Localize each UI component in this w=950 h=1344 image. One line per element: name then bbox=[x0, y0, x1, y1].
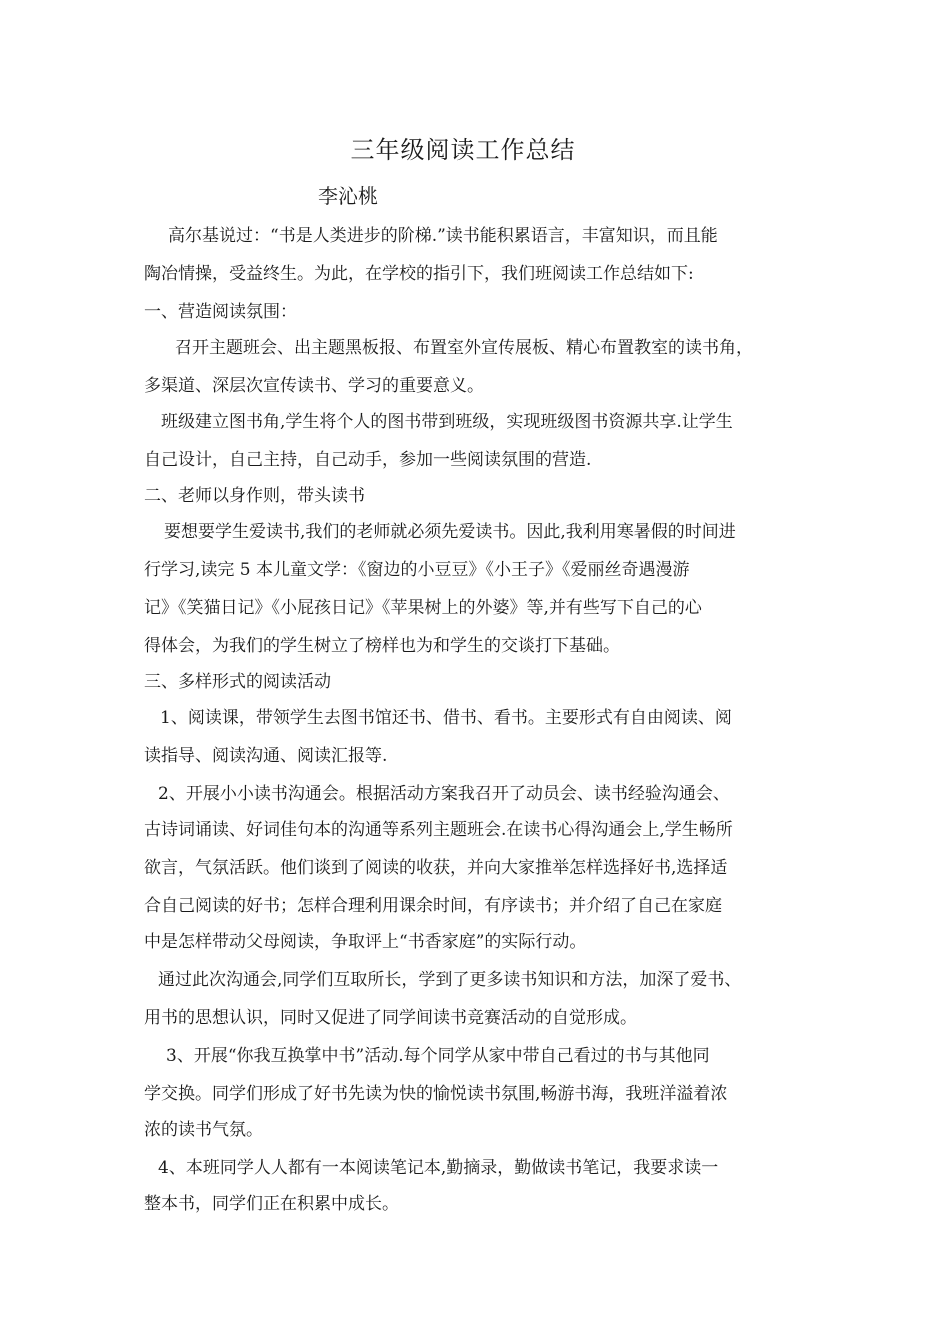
section-heading: 一、营造阅读氛围： bbox=[144, 302, 297, 322]
paragraph-line: 浓的读书气氛。 bbox=[144, 1120, 263, 1140]
paragraph-line: 陶冶情操，受益终生。为此，在学校的指引下，我们班阅读工作总结如下: bbox=[144, 264, 694, 284]
paragraph-line: 学交换。同学们形成了好书先读为快的愉悦读书氛围,畅游书海，我班洋溢着浓 bbox=[144, 1084, 728, 1104]
section-heading: 三、多样形式的阅读活动 bbox=[144, 672, 331, 692]
paragraph-line: 3、开展“你我互换掌中书”活动.每个同学从家中带自己看过的书与其他同 bbox=[166, 1046, 710, 1066]
paragraph-line: 多渠道、深层次宣传读书、学习的重要意义。 bbox=[144, 376, 484, 396]
paragraph-line: 自己设计，自己主持，自己动手，参加一些阅读氛围的营造. bbox=[144, 450, 592, 470]
paragraph-line: 得体会，为我们的学生树立了榜样也为和学生的交谈打下基础。 bbox=[144, 636, 620, 656]
paragraph-line: 行学习,读完 5 本儿童文学：《窗边的小豆豆》《小王子》《爱丽丝奇遇漫游 bbox=[144, 560, 690, 580]
paragraph-line: 中是怎样带动父母阅读，争取评上“书香家庭”的实际行动。 bbox=[144, 932, 587, 952]
paragraph-line: 高尔基说过：“书是人类进步的阶梯.”读书能积累语言，丰富知识，而且能 bbox=[168, 226, 718, 246]
paragraph-line: 召开主题班会、出主题黑板报、布置室外宣传展板、精心布置教室的读书角， bbox=[175, 338, 753, 358]
paragraph-line: 读指导、阅读沟通、阅读汇报等. bbox=[144, 746, 388, 766]
paragraph-line: 4、本班同学人人都有一本阅读笔记本,勤摘录，勤做读书笔记，我要求读一 bbox=[158, 1158, 719, 1178]
paragraph-line: 要想要学生爱读书,我们的老师就必须先爱读书。因此,我利用寒暑假的时间进 bbox=[164, 522, 736, 542]
paragraph-line: 1、阅读课，带领学生去图书馆还书、借书、看书。主要形式有自由阅读、阅 bbox=[160, 708, 732, 728]
paragraph-line: 记》《笑猫日记》《小屁孩日记》《苹果树上的外婆》等,并有些写下自己的心 bbox=[144, 598, 702, 618]
document-author: 李沁桃 bbox=[318, 184, 378, 208]
paragraph-line: 通过此次沟通会,同学们互取所长，学到了更多读书知识和方法，加深了爱书、 bbox=[158, 970, 742, 990]
paragraph-line: 整本书，同学们正在积累中成长。 bbox=[144, 1194, 399, 1214]
paragraph-line: 班级建立图书角,学生将个人的图书带到班级，实现班级图书资源共享.让学生 bbox=[161, 412, 733, 432]
paragraph-line: 合自己阅读的好书；怎样合理利用课余时间，有序读书；并介绍了自己在家庭 bbox=[144, 896, 722, 916]
paragraph-line: 用书的思想认识，同时又促进了同学间读书竞赛活动的自觉形成。 bbox=[144, 1008, 637, 1028]
section-heading: 二、老师以身作则，带头读书 bbox=[144, 486, 365, 506]
document-title: 三年级阅读工作总结 bbox=[350, 136, 576, 164]
paragraph-line: 古诗词诵读、好词佳句本的沟通等系列主题班会.在读书心得沟通会上,学生畅所 bbox=[144, 820, 733, 840]
paragraph-line: 2、开展小小读书沟通会。根据活动方案我召开了动员会、读书经验沟通会、 bbox=[158, 784, 730, 804]
paragraph-line: 欲言，气氛活跃。他们谈到了阅读的收获，并向大家推举怎样选择好书,选择适 bbox=[144, 858, 728, 878]
